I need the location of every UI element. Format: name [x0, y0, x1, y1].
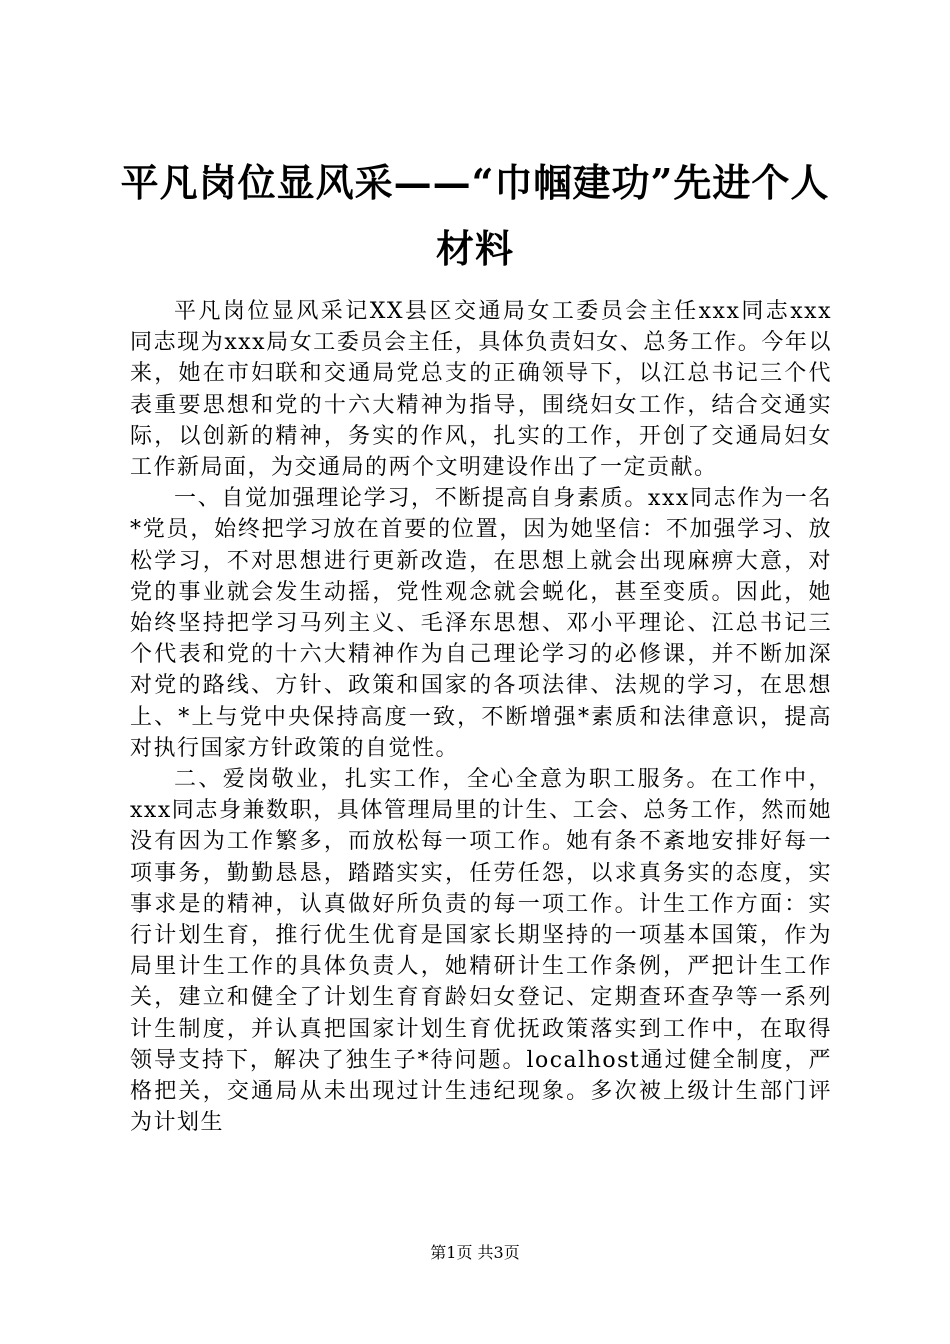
body-paragraph: 二、爱岗敬业，扎实工作，全心全意为职工服务。在工作中，xxx同志身兼数职，具体管理局里的计生、工会、总务工作，然而她没有因为工作繁多，而放松每一项工作。她有条不紊地安排好每一项事务，勤勤恳恳，踏踏实实，任劳任怨，以求真务实的态度，实事求是的精神，认真做好所负责的每一项工作。计生工作方面：实行计划生育，推行优生优育是国家长期坚持的一项基本国策，作为局里计生工作的具体负责人，她精研计生工作条例，严把计生工作关，建立和健全了计划生育育龄妇女登记、定期查环查孕等一系列计生制度，并认真把国家计划生育优抚政策落实到工作中，在取得领导支持下，解决了独生子*待问题。localhost通过健全制度，严格把关，交通局从未出现过计生违纪现象。多次被上级计生部门评为计划生 [130, 767, 832, 1136]
body-paragraph: 平凡岗位显风采记XX县区交通局女工委员会主任xxx同志xxx同志现为xxx局女工委员会主任，具体负责妇女、总务工作。今年以来，她在市妇联和交通局党总支的正确领导下，以江总书记三个代表重要思想和党的十六大精神为指导，围绕妇女工作，结合交通实际，以创新的精神，务实的作风，扎实的工作，开创了交通局妇女工作新局面，为交通局的两个文明建设作出了一定贡献。 [130, 299, 832, 481]
body-paragraph: 一、自觉加强理论学习，不断提高自身素质。xxx同志作为一名*党员，始终把学习放在首要的位置，因为她坚信：不加强学习、放松学习，不对思想进行更新改造，在思想上就会出现麻痹大意，对党的事业就会发生动摇，党性观念就会蜕化，甚至变质。因此，她始终坚持把学习马列主义、毛泽东思想、邓小平理论、江总书记三个代表和党的十六大精神作为自己理论学习的必修课，并不断加深对党的路线、方针、政策和国家的各项法律、法规的学习，在思想上、*上与党中央保持高度一致，不断增强*素质和法律意识，提高对执行国家方针政策的自觉性。 [130, 486, 832, 761]
document-title: 平凡岗位显风采——“巾帼建功”先进个人材料 [120, 160, 830, 271]
page-footer: 第1页 共3页 [430, 1243, 520, 1262]
document-body [130, 296, 832, 1138]
